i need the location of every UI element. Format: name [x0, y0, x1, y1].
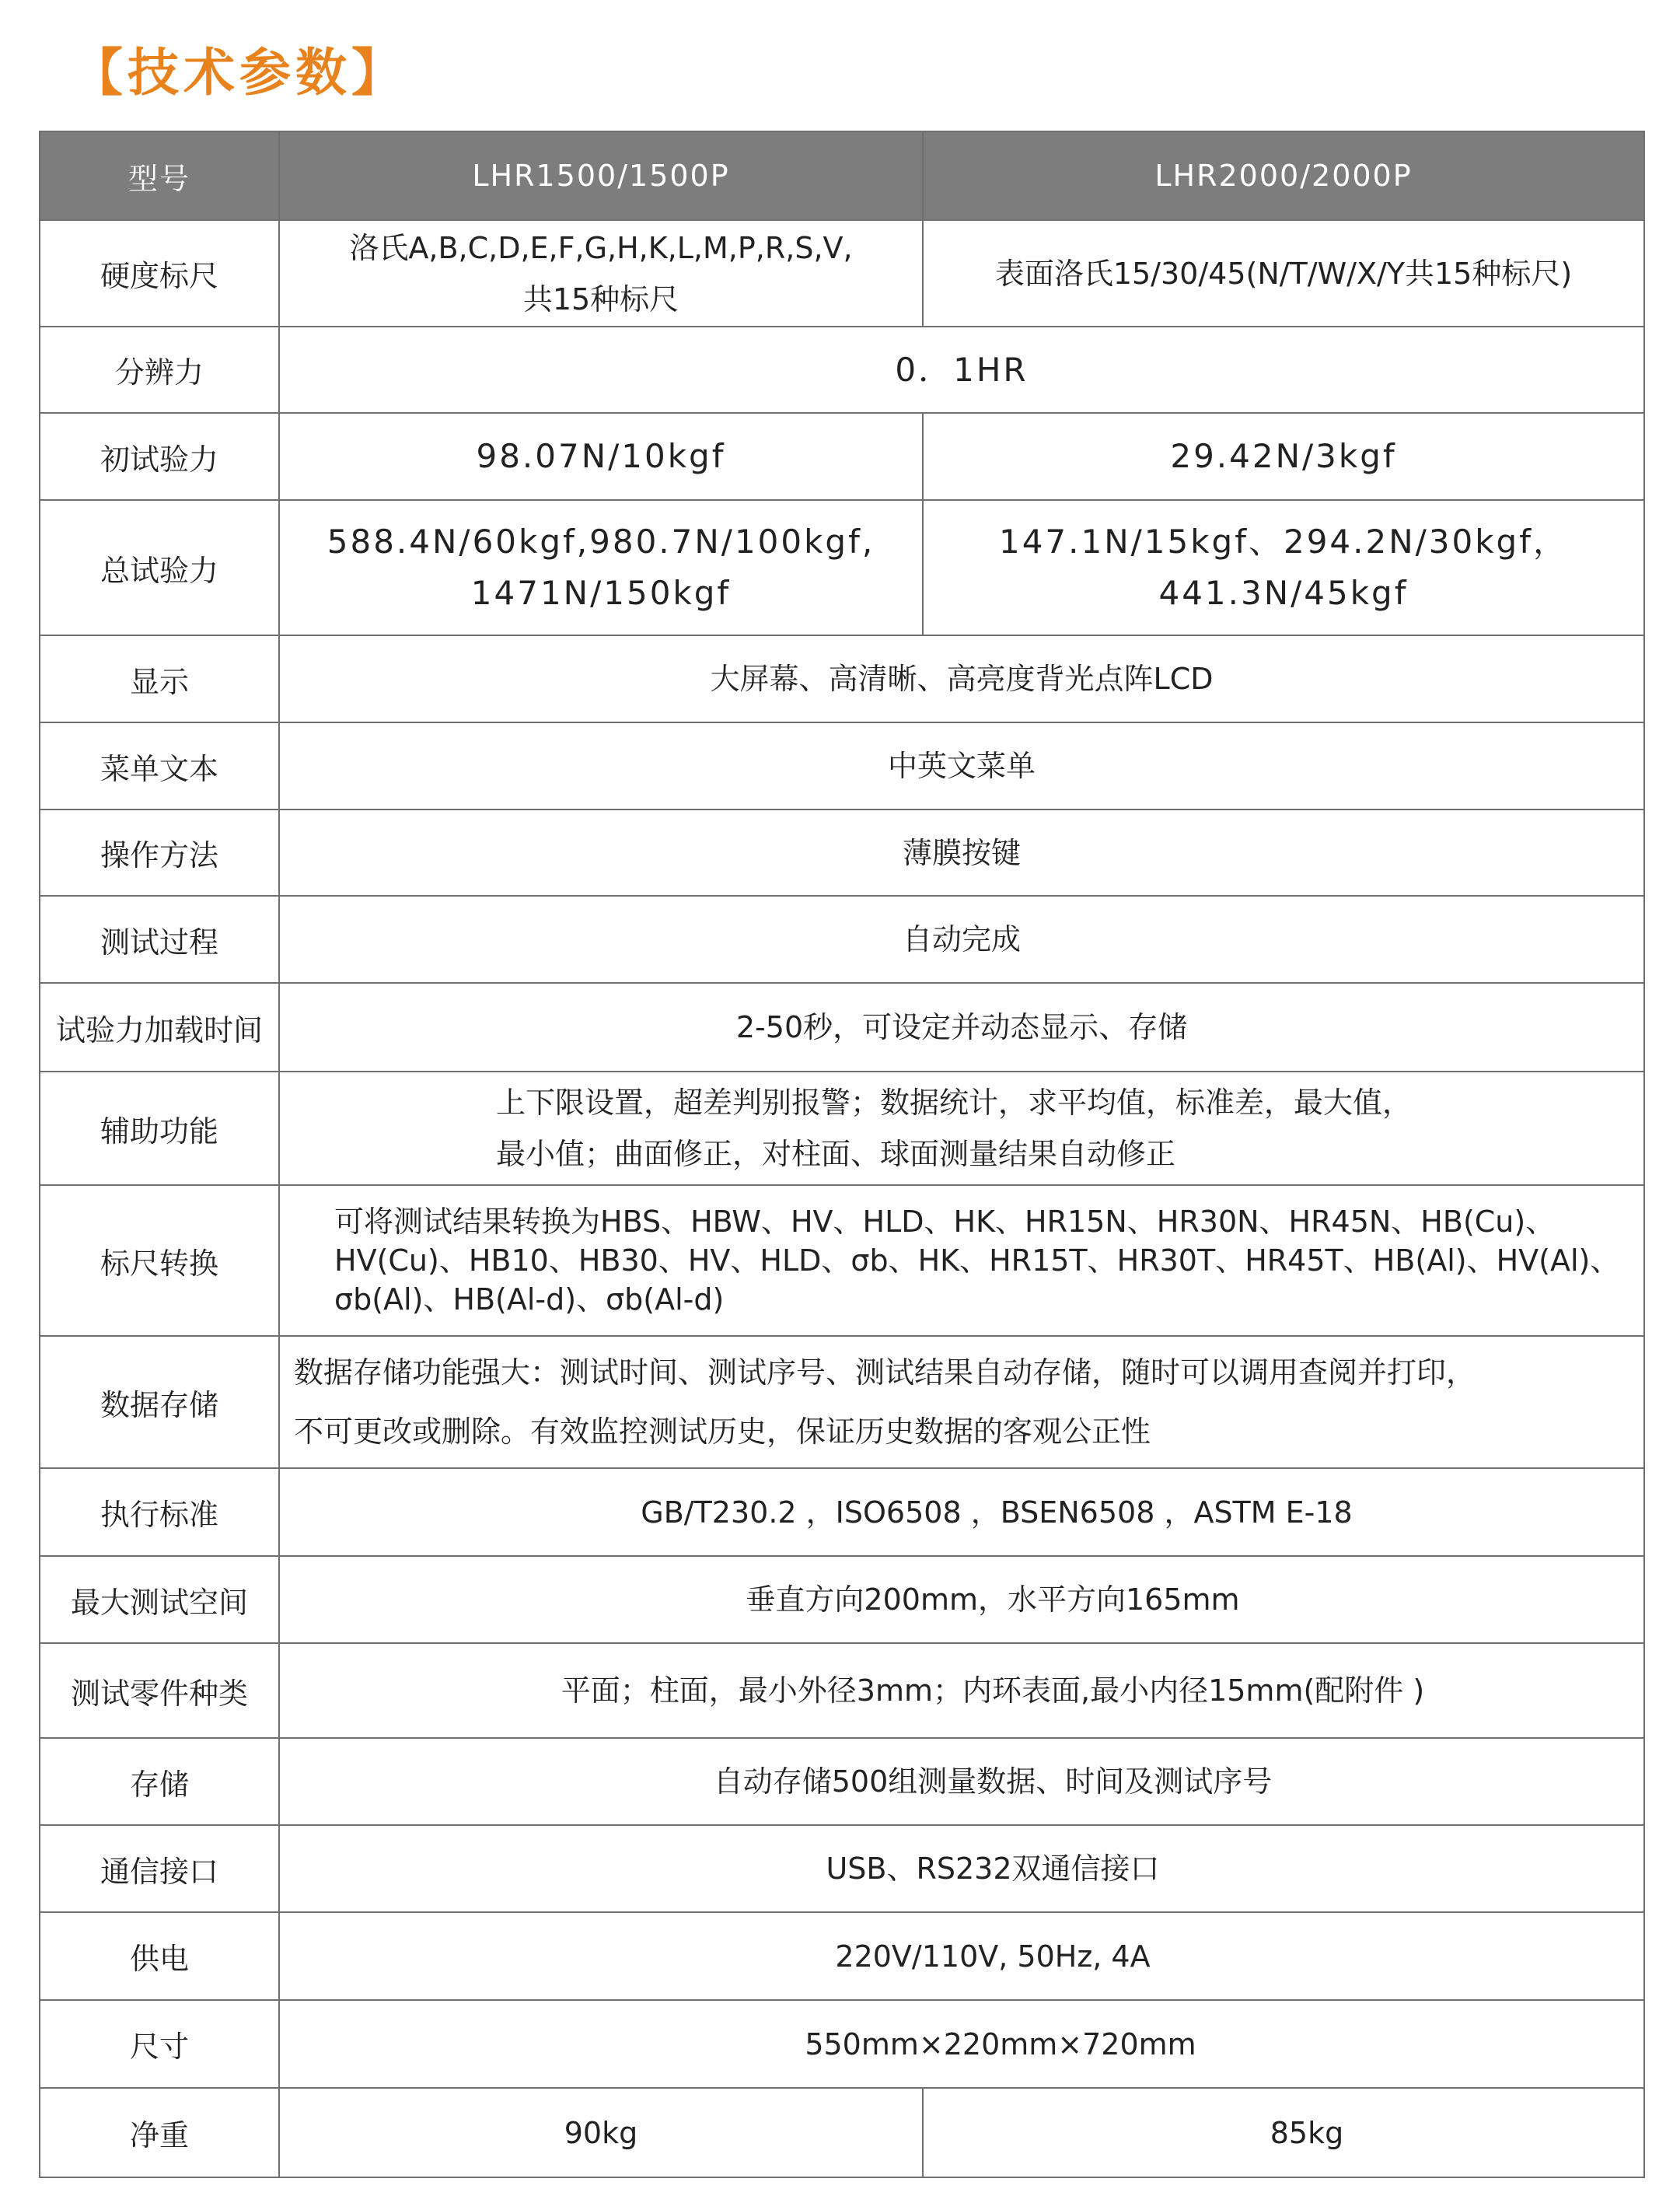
cell-line: 薄膜按键 [902, 835, 1021, 870]
interface-value [279, 1825, 1644, 1912]
row-label-part-types: 测试零件种类 [40, 1643, 279, 1738]
net-weight-lhr2000 [923, 2088, 1644, 2177]
table-row [40, 1825, 1644, 1912]
row-label-net-weight: 净重 [40, 2088, 279, 2177]
row-label-total-force: 总试验力 [40, 500, 279, 635]
cell-line: σb(Al)、HB(Al-d)、σb(Al-d) [334, 1282, 725, 1317]
table-row [40, 327, 1644, 413]
header-model: 型号 [40, 131, 279, 220]
total-force-lhr1500 [279, 500, 923, 635]
row-label-scale-conversion: 标尺转换 [40, 1185, 279, 1336]
cell-line: 自动完成 [902, 922, 1021, 956]
cell-line: GB/T230.2 ，ISO6508 ，BSEN6508 ，ASTM E-18 [641, 1495, 1353, 1530]
initial-force-lhr1500 [279, 413, 923, 500]
row-label-operation: 操作方法 [40, 810, 279, 896]
cell-line: 中英文菜单 [887, 749, 1036, 783]
header-model-1: LHR1500/1500P [279, 131, 923, 220]
resolution-value [279, 327, 1644, 413]
spec-table [39, 131, 1645, 2178]
table-row [40, 1336, 1644, 1468]
cell-line: 220V/110V, 50Hz, 4A [835, 1939, 1151, 1974]
load-time-value [279, 983, 1644, 1072]
menu-text-value [279, 722, 1644, 810]
cell-line: 垂直方向200mm，水平方向165mm [746, 1582, 1240, 1617]
cell-line: 90kg [564, 2115, 638, 2150]
scale-conversion-value [279, 1185, 1644, 1336]
dimensions-value [279, 2000, 1644, 2088]
row-label-standards: 执行标准 [40, 1468, 279, 1556]
table-row [40, 220, 1644, 327]
table-row [40, 1556, 1644, 1643]
scale-lhr2000 [923, 220, 1644, 327]
row-label-aux-functions: 辅助功能 [40, 1072, 279, 1185]
cell-line: 98.07N/10kgf [476, 437, 726, 475]
row-label-load-time: 试验力加载时间 [40, 983, 279, 1072]
row-label-scale: 硬度标尺 [40, 220, 279, 327]
cell-line: 85kg [1270, 2115, 1344, 2150]
page-title: 【技术参数】 [72, 42, 407, 103]
row-label-initial-force: 初试验力 [40, 413, 279, 500]
row-label-display: 显示 [40, 635, 279, 722]
header-model-2: LHR2000/2000P [923, 131, 1644, 220]
max-space-value [279, 1556, 1644, 1643]
table-row [40, 2088, 1644, 2177]
net-weight-lhr1500 [279, 2088, 923, 2177]
cell-line: 表面洛氏15/30/45(N/T/W/X/Y共15种标尺) [994, 256, 1573, 291]
cell-line: 441.3N/45kgf [1158, 574, 1409, 612]
cell-line: 大屏幕、高清晰、高亮度背光点阵LCD [710, 662, 1214, 696]
cell-line: 0．1HR [895, 350, 1029, 389]
table-row [40, 896, 1644, 983]
storage-value [279, 1738, 1644, 1825]
row-label-resolution: 分辨力 [40, 327, 279, 413]
part-types-value [279, 1643, 1644, 1738]
cell-line: 588.4N/60kgf,980.7N/100kgf, [327, 523, 875, 561]
table-row [40, 983, 1644, 1072]
total-force-lhr2000 [923, 500, 1644, 635]
power-value [279, 1912, 1644, 2000]
row-label-data-storage: 数据存储 [40, 1336, 279, 1468]
table-row [40, 1738, 1644, 1825]
table-row [40, 635, 1644, 722]
standards-value [279, 1468, 1644, 1556]
table-row [40, 500, 1644, 635]
cell-line: 最小值；曲面修正，对柱面、球面测量结果自动修正 [496, 1137, 1176, 1171]
table-row [40, 1643, 1644, 1738]
row-label-interface: 通信接口 [40, 1825, 279, 1912]
cell-line: HV(Cu)、HB10、HB30、HV、HLD、σb、HK、HR15T、HR30T、HR45T、HB(Al)、HV(Al)、 [334, 1243, 1620, 1278]
aux-functions-value [279, 1072, 1644, 1185]
row-label-menu-text: 菜单文本 [40, 722, 279, 810]
row-label-test-process: 测试过程 [40, 896, 279, 983]
scale-lhr1500 [279, 220, 923, 327]
cell-line: 平面；柱面，最小外径3mm；内环表面,最小内径15mm(配附件 ) [561, 1673, 1425, 1708]
cell-line: 共15种标尺 [522, 281, 679, 316]
cell-line: 1471N/150kgf [470, 574, 732, 612]
table-header-row [40, 131, 1644, 220]
row-label-power: 供电 [40, 1912, 279, 2000]
test-process-value [279, 896, 1644, 983]
row-label-max-space: 最大测试空间 [40, 1556, 279, 1643]
row-label-dimensions: 尺寸 [40, 2000, 279, 2088]
row-label-storage: 存储 [40, 1738, 279, 1825]
table-row [40, 1912, 1644, 2000]
operation-value [279, 810, 1644, 896]
initial-force-lhr2000 [923, 413, 1644, 500]
cell-line: 147.1N/15kgf、294.2N/30kgf， [998, 523, 1569, 561]
cell-line: 数据存储功能强大：测试时间、测试序号、测试结果自动存储，随时可以调用查阅并打印， [294, 1355, 1476, 1390]
table-row [40, 1072, 1644, 1185]
table-row [40, 413, 1644, 500]
display-value [279, 635, 1644, 722]
cell-line: 2-50秒，可设定并动态显示、存储 [735, 1010, 1188, 1044]
cell-line: 自动存储500组测量数据、时间及测试序号 [713, 1764, 1273, 1799]
table-row [40, 722, 1644, 810]
cell-line: 可将测试结果转换为HBS、HBW、HV、HLD、HK、HR15N、HR30N、HR45N、HB(Cu)、 [334, 1205, 1556, 1239]
cell-line: 洛氏A,B,C,D,E,F,G,H,K,L,M,P,R,S,V, [349, 230, 853, 265]
cell-line: USB、RS232双通信接口 [826, 1852, 1160, 1886]
cell-line: 不可更改或删除。有效监控测试历史，保证历史数据的客观公正性 [294, 1414, 1151, 1449]
table-row [40, 1185, 1644, 1336]
cell-line: 29.42N/3kgf [1170, 437, 1397, 475]
table-row [40, 810, 1644, 896]
cell-line: 上下限设置，超差判别报警；数据统计，求平均值，标准差，最大值， [496, 1086, 1413, 1120]
cell-line: 550mm×220mm×720mm [805, 2026, 1196, 2061]
data-storage-value [279, 1336, 1644, 1468]
table-row [40, 1468, 1644, 1556]
table-row [40, 2000, 1644, 2088]
